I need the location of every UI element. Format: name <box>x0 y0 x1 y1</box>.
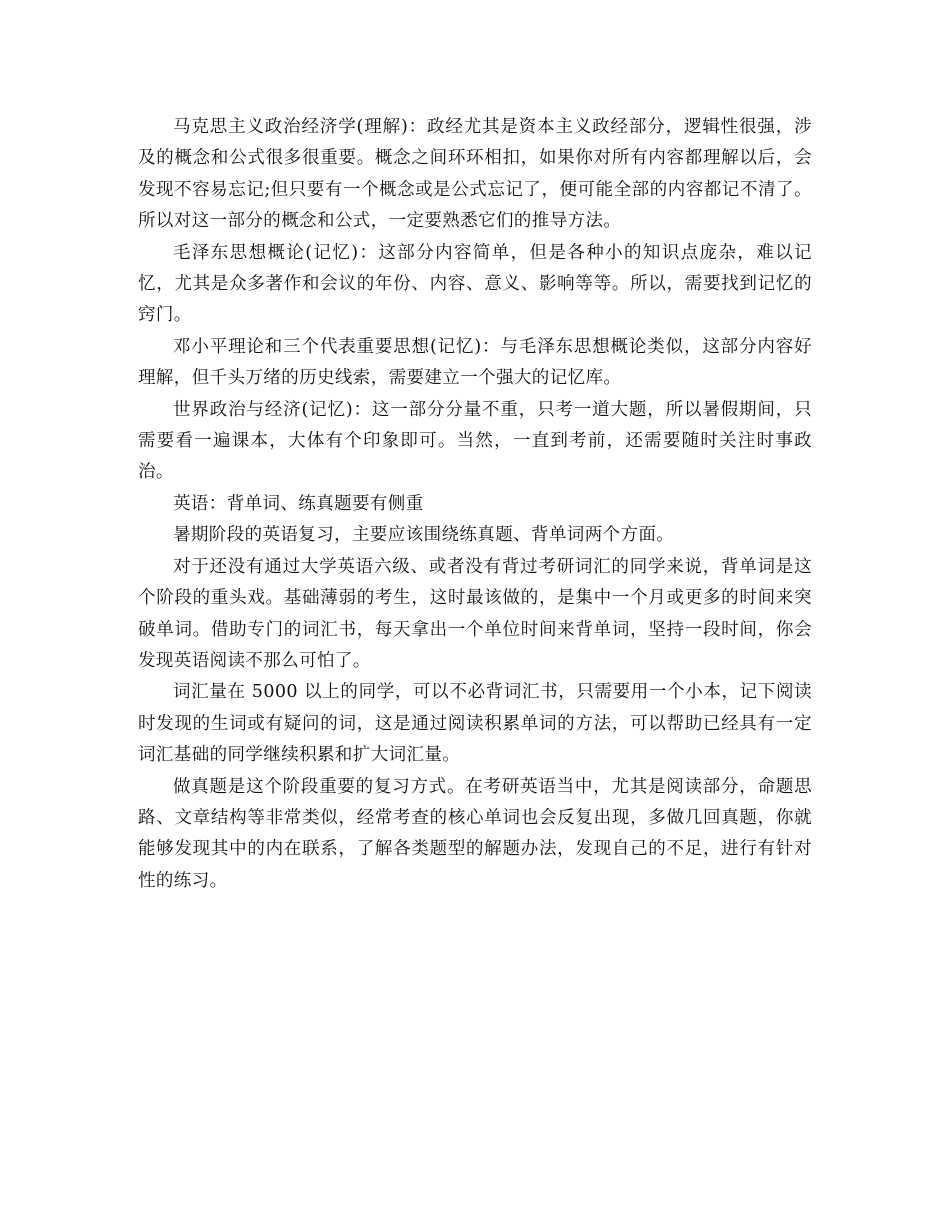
paragraph-vocabulary-advanced: 词汇量在 5000 以上的同学，可以不必背词汇书，只需要用一个小本，记下阅读时发现的生词或有疑问的词，这是通过阅读积累单词的方法，可以帮助已经具有一定词汇基础的同学继续积累和扩大词汇量。 <box>138 682 812 766</box>
paragraph-marxist-economics: 马克思主义政治经济学(理解)：政经尤其是资本主义政经部分，逻辑性很强，涉及的概念和公式很多很重要。概念之间环环相扣，如果你对所有内容都理解以后，会发现不容易忘记;但只要有一个概念或是公式忘记了，便可能全部的内容都记不清了。所以对这一部分的概念和公式，一定要熟悉它们的推导方法。 <box>138 117 812 232</box>
paragraph-mao-thought: 毛泽东思想概论(记忆)：这部分内容简单，但是各种小的知识点庞杂，难以记忆，尤其是众多著作和会议的年份、内容、意义、影响等等。所以，需要找到记忆的窍门。 <box>138 242 812 326</box>
paragraph-past-exams: 做真题是这个阶段重要的复习方式。在考研英语当中，尤其是阅读部分，命题思路、文章结构等非常类似，经常考查的核心单词也会反复出现，多做几回真题，你就能够发现其中的内在联系，了解各类题型的解题办法，发现自己的不足，进行有针对性的练习。 <box>138 776 812 891</box>
paragraph-english-summer: 暑期阶段的英语复习，主要应该围绕练真题、背单词两个方面。 <box>173 525 675 546</box>
document-page <box>138 112 812 897</box>
paragraph-world-politics: 世界政治与经济(记忆)：这一部分分量不重，只考一道大题，所以暑假期间，只需要看一遍课本，大体有个印象即可。当然，一直到考前，还需要随时关注时事政治。 <box>138 399 812 483</box>
paragraph-vocabulary-basics: 对于还没有通过大学英语六级、或者没有背过考研词汇的同学来说，背单词是这个阶段的重头戏。基础薄弱的考生，这时最该做的，是集中一个月或更多的时间来突破单词。借助专门的词汇书，每天拿出一个单位时间来背单词，坚持一段时间，你会发现英语阅读不那么可怕了。 <box>138 556 812 671</box>
paragraph-english-heading: 英语：背单词、练真题要有侧重 <box>173 493 424 514</box>
paragraph-deng-theory: 邓小平理论和三个代表重要思想(记忆)：与毛泽东思想概论类似，这部分内容好理解，但千头万绪的历史线索，需要建立一个强大的记忆库。 <box>138 336 812 389</box>
